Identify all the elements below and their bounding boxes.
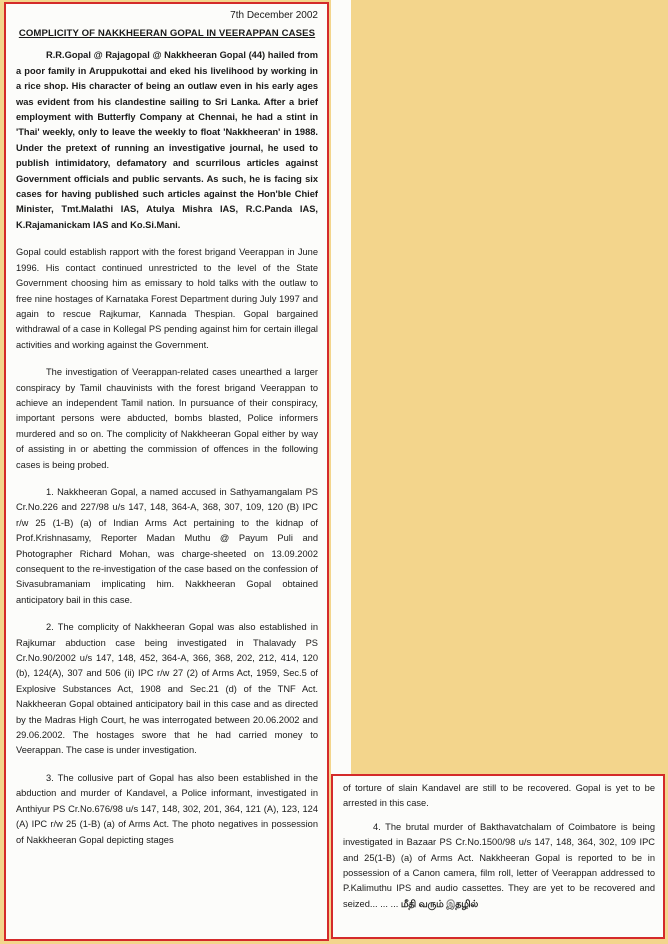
paragraph-case-1: 1. Nakkheeran Gopal, a named accused in Sathyamangalam PS Cr.No.226 and 227/98 u/s 147, 148, 364-A, 368, 307, 109, 120 (B) IPC r/w 25 (1-B) (a) of Indian Arms Act pertaining to the kidnap of Prof.Krishnasamy, Reporter Madan Muthu @ Payum Puli and Photographer Richard Mohan, was charge-sheeted on 13.09.2002 consequent to the re-investigation of the case based on the confession of Sivasubramaniam implicating him. Nakkheeran Gopal obtained anticipatory bail in this case. <box>16 486 318 605</box>
paragraph-case-2: 2. The complicity of Nakkheeran Gopal was also established in Rajkumar abduction case being investigated in Thalavady PS Cr.No.90/2002 u/s 147, 148, 452, 364-A, 366, 368, 202, 212, 414, 120 (b), 124(A), 307 and 506 (ii) IPC r/w 27 (2) of Arms Act, 1959, Sec.5 of Explosive Substances Act, 1908 and Sec.21 (d) of the TNF Act. Nakkheeran Gopal obtained anticipatory bail in this case and as directed by the Madras High Court, he was interrogated between 20.06.2002 and 29.06.2002. The hostages swore that he had carried money to Veerappan. The case is under investigation. <box>16 622 318 756</box>
paragraph-rapport: Gopal could establish rapport with the forest brigand Veerappan in June 1996. His contact continued unrestricted to the level of the State Government choosing him as emissary to hold talks with the outlaw to free nine hostages of Karnataka Forest Department during July 1997 and again to rescue Rajkumar, Kannada Thespian. Gopal bargained withdrawal of a case in Kollegal PS pending against him for certain illegal activities and working against the Government. <box>16 247 318 350</box>
paragraph-background: R.R.Gopal @ Rajagopal @ Nakkheeran Gopal (44) hailed from a poor family in Aruppukottai and eked his livelihood by working in a rice shop. His character of being an outlaw even in his early ages was evident from his clandestine sailing to Sri Lanka. After a brief employment with Butterfly Company at Chennai, he had a stint in 'Thai' weekly, only to leave the weekly to float 'Nakkheeran' in 1988. Under the pretext of running an investigative journal, he used to publish intimidatory, defamatory and scurrilous articles against Government officials and public servants. As such, he is facing six cases for having published such articles against the Hon'ble Chief Minister, Tmt.Malathi IAS, Atulya Mishra IAS, R.C.Panda IAS, K.Rajamanickam IAS and Ko.Si.Mani. <box>16 50 318 230</box>
paragraph-case-4 <box>343 820 655 912</box>
paragraph-conspiracy: The investigation of Veerappan-related cases unearthed a larger conspiracy by Tamil chauvinists with the forest brigand Veerappan to achieve an independent Tamil nation. In pursuance of their conspiracy, important persons were abducted, bombs blasted, Police informers murdered and so on. The complicity of Nakkheeran Gopal either by way of assisting in or abetting the commission of offences in the following cases is being probed. <box>16 367 318 470</box>
page-background-strip <box>331 0 351 774</box>
document-title: COMPLICITY OF NAKKHEERAN GOPAL IN VEERAPPAN CASES <box>18 28 316 39</box>
document-page-main <box>4 2 329 941</box>
document-date: 7th December 2002 <box>230 10 318 21</box>
paragraph-case-3-continued: of torture of slain Kandavel are still to be recovered. Gopal is yet to be arrested in this case. <box>343 783 655 809</box>
paragraph-case-3: 3. The collusive part of Gopal has also been established in the abduction and murder of Kandavel, a Police informant, investigated in Anthiyur PS Cr.No.676/98 u/s 147, 148, 302, 201, 364, 121 (A), 123, 124 (A) IPC r/w 25 (1-B) (a) of Arms Act. The photo negatives in possession of Nakkheeran Gopal depicting stages <box>16 772 318 845</box>
paragraph-case-4-text: 4. The brutal murder of Bakthavatchalam of Coimbatore is being investigated in Bazaar PS Cr.No.1500/98 u/s 147, 148, 364, 302, 109 IPC and 25(1-B) (a) of Arms Act. Nakkheeran Gopal is reported to be in possession of a Canon camera, film roll, letter of Veerappan addressed to P.Kalimuthu IPS and audio cassettes. They are yet to be recovered and seized... ... ... <box>343 821 655 909</box>
tamil-continued-footer: மீதி வரும் இதழில் <box>400 898 479 909</box>
document-page-continuation <box>331 774 665 939</box>
